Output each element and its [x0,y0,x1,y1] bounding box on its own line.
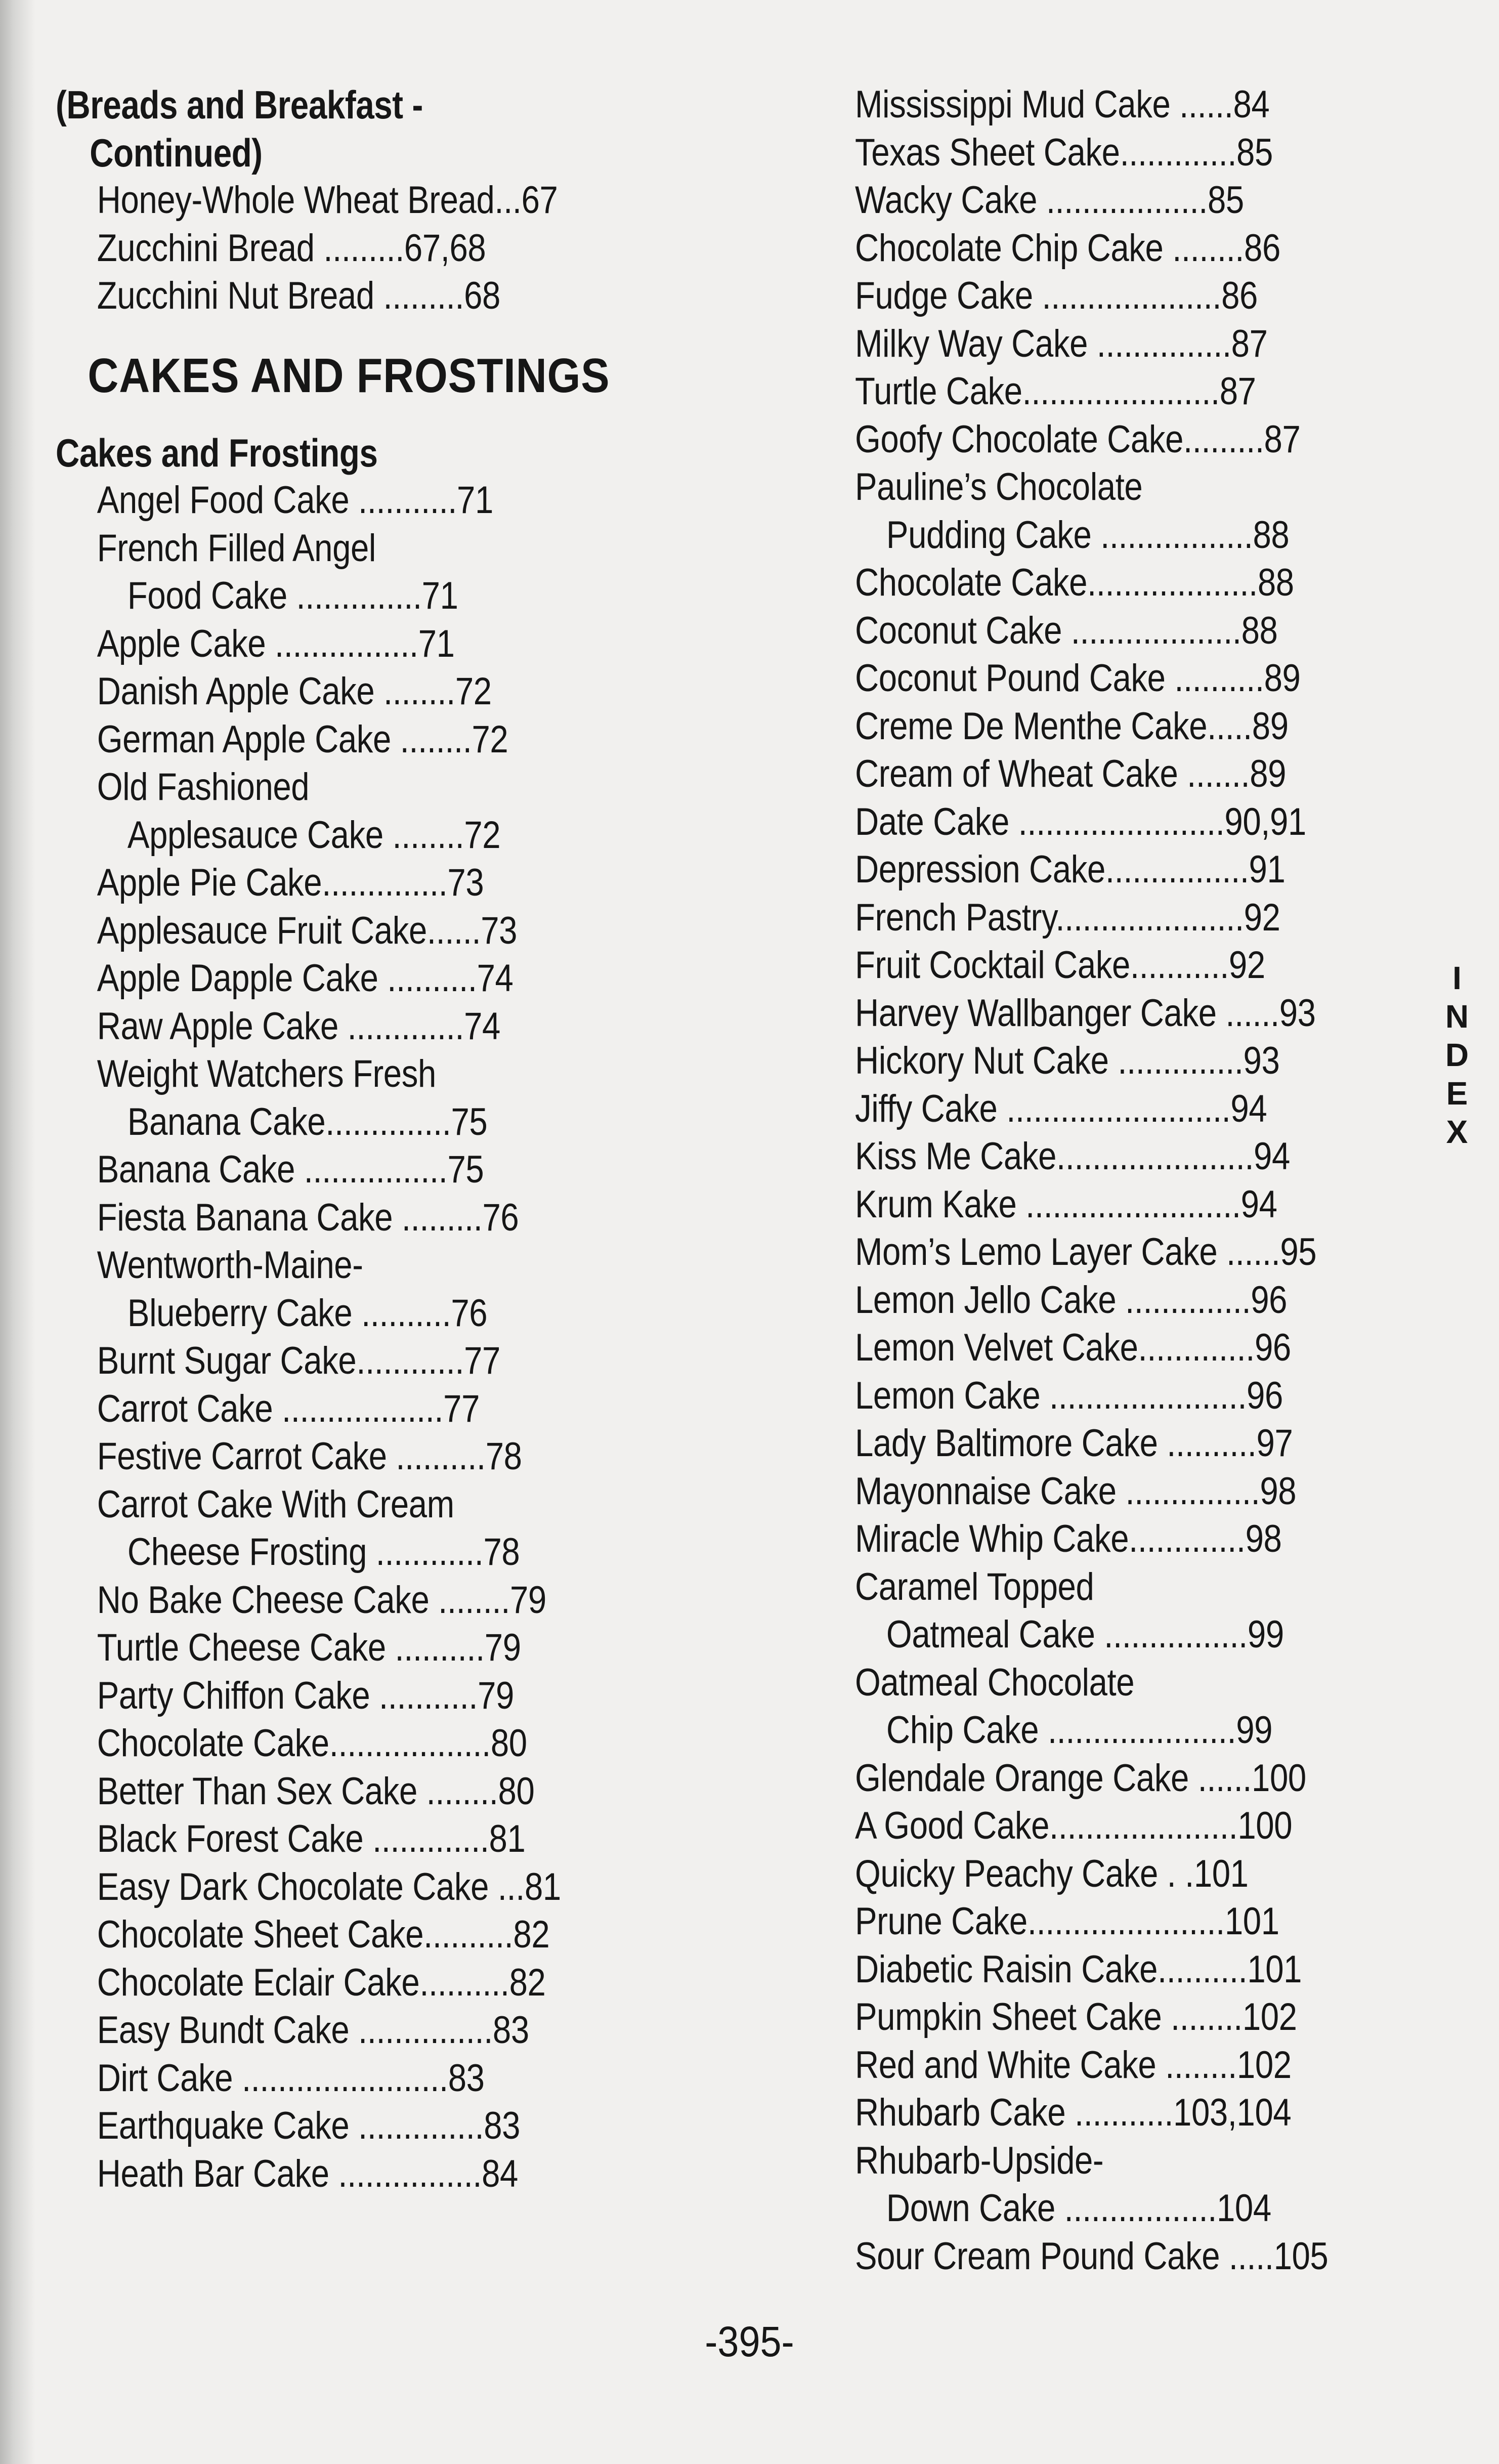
index-entry: Food Cake ..............71 [127,574,458,617]
index-entry: Mayonnaise Cake ...............98 [855,1469,1297,1513]
index-entry: Weight Watchers Fresh [97,1052,436,1095]
index-entry: Oatmeal Cake ................99 [886,1613,1284,1656]
index-tab-letter: X [1446,1114,1468,1150]
index-entry: Texas Sheet Cake.............85 [855,131,1273,174]
index-entry: Cream of Wheat Cake .......89 [855,752,1287,795]
index-entry: Fudge Cake ....................86 [855,274,1258,317]
index-entry: Pudding Cake .................88 [886,513,1290,557]
index-entry: Goofy Chocolate Cake.........87 [855,417,1301,461]
index-entry: Burnt Sugar Cake............77 [97,1339,500,1382]
right-entry-list [855,81,1411,2280]
index-entry: Chocolate Eclair Cake..........82 [97,1961,546,2004]
index-entry: Rhubarb-Upside- [855,2139,1104,2182]
index-side-tab [1432,959,1482,1151]
index-entry: Wacky Cake ..................85 [855,179,1244,222]
index-tab-letter: E [1446,1075,1468,1112]
index-entry: Wentworth-Maine- [97,1244,363,1287]
index-entry: Chocolate Chip Cake ........86 [855,226,1280,270]
index-entry: Krum Kake ........................94 [855,1182,1277,1226]
index-entry: Raw Apple Cake .............74 [97,1004,500,1048]
index-entry: A Good Cake.....................100 [855,1804,1293,1847]
index-entry: Party Chiffon Cake ...........79 [97,1674,514,1717]
index-entry: Blueberry Cake ..........76 [127,1291,488,1335]
index-entry: Glendale Orange Cake ......100 [855,1756,1306,1800]
continued-heading: (Breads and Breakfast - [56,82,423,127]
index-entry: Depression Cake................91 [855,848,1286,891]
index-entry: Mom’s Lemo Layer Cake ......95 [855,1230,1317,1273]
index-entry: French Filled Angel [97,526,376,570]
index-entry: German Apple Cake ........72 [97,717,508,761]
index-entry: Carrot Cake ..................77 [97,1387,480,1430]
index-entry: Angel Food Cake ...........71 [97,479,493,522]
continued-heading-line2: Continued) [90,130,263,175]
index-entry: Sour Cream Pound Cake .....105 [855,2234,1329,2278]
bread-entry: Zucchini Bread .........67,68 [97,226,486,270]
index-entry: Pauline’s Chocolate [855,465,1143,508]
section-title: CAKES AND FROSTINGS [88,348,610,403]
index-entry: Banana Cake..............75 [127,1100,488,1143]
index-entry: Apple Pie Cake..............73 [97,861,484,904]
index-entry: Pumpkin Sheet Cake ........102 [855,1995,1297,2038]
index-entry: Old Fashioned [97,766,310,809]
index-entry: Jiffy Cake .........................94 [855,1087,1267,1130]
index-entry: Banana Cake ................75 [97,1148,484,1191]
index-entry: Dirt Cake .......................83 [97,2056,485,2100]
index-entry: Turtle Cake......................87 [855,370,1256,413]
bread-entry: Zucchini Nut Bread .........68 [97,274,500,317]
index-entry: Creme De Menthe Cake.....89 [855,704,1289,748]
left-entry-list [56,477,658,2198]
index-tab-letter: D [1445,1037,1469,1073]
index-tab-letter: I [1452,960,1462,996]
index-entry: Applesauce Fruit Cake......73 [97,909,518,952]
index-entry: Black Forest Cake .............81 [97,1817,526,1860]
index-entry: No Bake Cheese Cake ........79 [97,1578,546,1622]
index-entry: Diabetic Raisin Cake..........101 [855,1947,1302,1991]
index-entry: Easy Bundt Cake ...............83 [97,2009,529,2052]
index-entry: Fruit Cocktail Cake...........92 [855,944,1265,987]
index-entry: Down Cake .................104 [886,2187,1271,2230]
index-entry: Earthquake Cake ..............83 [97,2104,521,2147]
index-entry: Lemon Velvet Cake.............96 [855,1326,1291,1369]
index-entry: Applesauce Cake ........72 [127,813,501,857]
index-entry: Chocolate Cake...................88 [855,561,1294,604]
index-entry: Chocolate Cake..................80 [97,1722,527,1765]
index-entry: Prune Cake......................101 [855,1900,1279,1943]
index-entry: Quicky Peachy Cake . .101 [855,1852,1249,1895]
bread-entry: Honey-Whole Wheat Bread...67 [97,179,558,222]
subsection-title: Cakes and Frostings [56,430,378,475]
index-entry: Hickory Nut Cake ..............93 [855,1039,1280,1082]
index-entry: Heath Bar Cake ................84 [97,2152,518,2195]
index-entry: Milky Way Cake ...............87 [855,322,1268,365]
index-entry: Fiesta Banana Cake .........76 [97,1196,519,1239]
page-number: -395- [705,2318,794,2365]
index-entry: French Pastry.....................92 [855,896,1280,939]
index-entry: Red and White Cake ........102 [855,2043,1292,2087]
index-entry: Festive Carrot Cake ..........78 [97,1435,522,1478]
index-entry: Lemon Jello Cake ..............96 [855,1278,1288,1322]
left-column [56,81,658,2198]
index-entry: Carrot Cake With Cream [97,1482,454,1526]
index-entry: Apple Dapple Cake ..........74 [97,957,513,1000]
index-tab-letter: N [1445,998,1469,1035]
index-entry: Harvey Wallbanger Cake ......93 [855,991,1316,1035]
index-entry: Rhubarb Cake ...........103,104 [855,2091,1292,2134]
index-entry: Easy Dark Chocolate Cake ...81 [97,1865,561,1908]
index-entry: Turtle Cheese Cake ..........79 [97,1626,521,1669]
index-entry: Mississippi Mud Cake ......84 [855,83,1270,126]
page-binding-shadow [0,0,35,2464]
index-entry: Chocolate Sheet Cake..........82 [97,1913,550,1956]
index-entry: Coconut Pound Cake ..........89 [855,657,1301,700]
index-entry: Danish Apple Cake ........72 [97,670,492,713]
index-entry: Cheese Frosting ............78 [127,1531,520,1574]
index-entry: Miracle Whip Cake.............98 [855,1517,1282,1560]
index-entry: Caramel Topped [855,1565,1094,1608]
index-entry: Coconut Cake ...................88 [855,609,1278,652]
index-entry: Date Cake .......................90,91 [855,800,1306,843]
index-entry: Chip Cake .....................99 [886,1709,1273,1752]
index-entry: Lady Baltimore Cake ..........97 [855,1422,1293,1465]
index-entry: Kiss Me Cake......................94 [855,1135,1290,1178]
right-column [855,81,1411,2280]
index-entry: Apple Cake ................71 [97,622,455,665]
index-entry: Oatmeal Chocolate [855,1661,1135,1704]
index-entry: Lemon Cake ......................96 [855,1374,1283,1417]
index-entry: Better Than Sex Cake ........80 [97,1769,535,1813]
